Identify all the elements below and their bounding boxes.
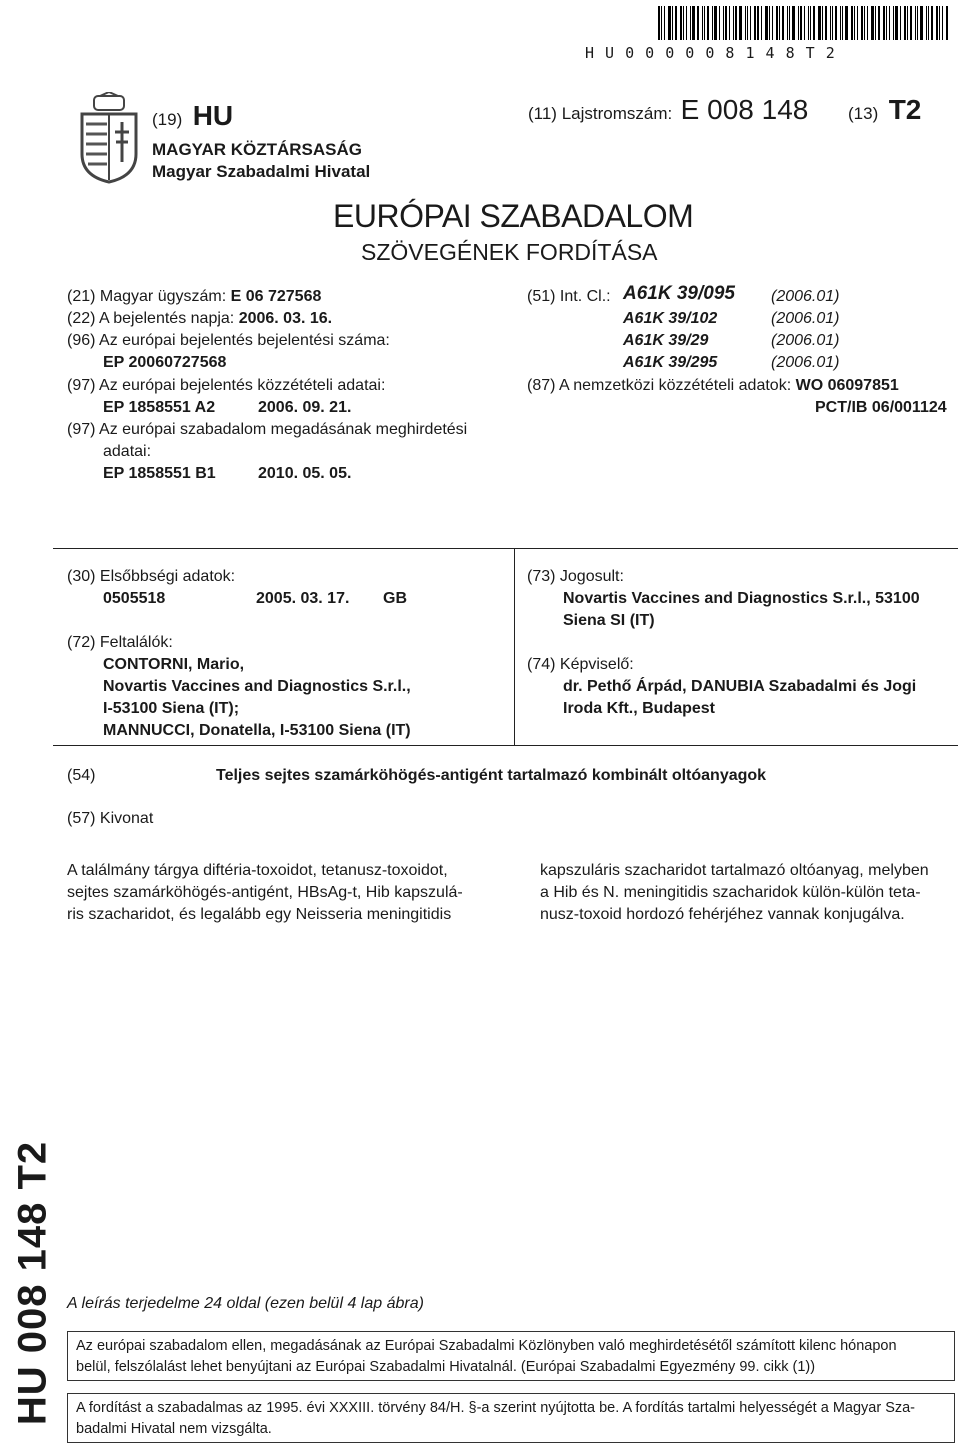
- barcode-bar: [904, 6, 906, 40]
- barcode-bar: [900, 6, 901, 40]
- inventor-line: CONTORNI, Mario,: [103, 656, 245, 673]
- barcode-bar: [861, 6, 863, 40]
- barcode-bar: [686, 6, 687, 40]
- barcode-bar: [747, 6, 748, 40]
- abstract-right-line: nusz-toxoid hordozó fehérjéhez vannak konjugálva.: [540, 906, 905, 923]
- barcode-bar: [798, 6, 799, 40]
- abstract-left-line: A találmány tárgya diftéria-toxoidot, tetanusz-toxoidot,: [67, 862, 448, 879]
- field-96-label: (96) Az európai bejelentés bejelentési száma:: [67, 332, 390, 349]
- barcode-bar: [776, 6, 778, 40]
- patent-holder-cont: Siena SI (IT): [563, 612, 655, 629]
- field-72-label: (72) Feltalálók:: [67, 634, 173, 651]
- abstract-right-line: kapszuláris szacharidot tartalmazó oltóanyag, melyben: [540, 862, 929, 879]
- header-country-row: [152, 100, 233, 132]
- barcode-bar: [910, 6, 912, 40]
- barcode-bar: [707, 6, 709, 40]
- barcode-bar: [818, 6, 821, 40]
- int-class-4: A61K 39/295: [623, 354, 718, 371]
- inid-11: (11) Lajstromszám:: [528, 104, 673, 123]
- pages-note: A leírás terjedelme 24 oldal (ezen belül 4 lap ábra): [67, 1295, 424, 1312]
- barcode-bar: [825, 6, 827, 40]
- barcode-bar: [915, 6, 916, 40]
- barcode-bar: [690, 6, 691, 40]
- abstract-label: (57) Kivonat: [67, 810, 154, 827]
- barcode-bar: [692, 6, 695, 40]
- barcode-bar: [750, 6, 751, 40]
- barcode-bar: [878, 6, 880, 40]
- barcode-bar: [822, 6, 823, 40]
- barcode-bar: [800, 6, 802, 40]
- country-code: HU: [192, 100, 234, 131]
- barcode: [658, 6, 953, 44]
- barcode-bar: [754, 6, 756, 40]
- barcode-bar: [725, 6, 727, 40]
- priority-number: 0505518: [103, 590, 166, 607]
- invention-title: Teljes sejtes szamárköhögés-antigént tartalmazó kombinált oltóanyagok: [216, 767, 767, 784]
- barcode-bar: [867, 6, 868, 40]
- translation-notice-box: [67, 1393, 955, 1443]
- barcode-bar: [928, 6, 929, 40]
- barcode-bar: [895, 6, 898, 40]
- barcode-bar: [779, 6, 780, 40]
- barcode-bar: [883, 6, 885, 40]
- field-97a-label: (97) Az európai bejelentés közzétételi adatai:: [67, 377, 386, 394]
- barcode-bar: [664, 6, 665, 40]
- barcode-bar: [769, 6, 770, 40]
- field-73-label: (73) Jogosult:: [527, 568, 624, 585]
- field-87: (87) A nemzetközi közzétételi adatok: WO 06097851: [527, 377, 899, 394]
- field-97b-number: EP 1858551 B1: [103, 465, 216, 482]
- header-register-row: [528, 94, 808, 126]
- barcode-bar: [672, 6, 673, 40]
- field-74-label: (74) Képviselő:: [527, 656, 634, 673]
- priority-country: GB: [383, 590, 407, 607]
- barcode-bars: [658, 6, 953, 40]
- barcode-bar: [782, 6, 784, 40]
- barcode-bar: [658, 6, 660, 40]
- barcode-bar: [907, 6, 908, 40]
- field-21: (21) Magyar ügyszám: E 06 727568: [67, 288, 322, 305]
- barcode-bar: [804, 6, 805, 40]
- document-title: EURÓPAI SZABADALOM: [333, 198, 694, 234]
- opposition-notice-line2: belül, felszólalást lehet benyújtani az Európai Szabadalmi Hivatalnál. (Európai Szabadalmi Egyezmény 99. cikk (1)): [76, 1359, 816, 1375]
- field-97a-number: EP 1858551 A2: [103, 399, 216, 416]
- section-divider-top: [53, 548, 958, 549]
- abstract-left-line: ris szacharidot, és legalább egy Neisseria meningitidis: [67, 906, 452, 923]
- barcode-bar: [719, 6, 720, 40]
- field-97b-label: (97) Az európai szabadalom megadásának meghirdetési: [67, 421, 468, 438]
- abstract-left-line: sejtes szamárköhögés-antigént, HBsAg-t, Hib kapszulá-: [67, 884, 463, 901]
- opposition-notice-line1: Az európai szabadalom ellen, megadásának az Európai Szabadalmi Közlönyben való meghirdetésétől számított kilenc hónapon: [76, 1338, 897, 1354]
- barcode-bar: [772, 6, 773, 40]
- barcode-bar: [830, 6, 831, 40]
- int-class-1: A61K 39/095: [623, 283, 735, 304]
- office-name: Magyar Szabadalmi Hivatal: [152, 162, 371, 181]
- barcode-bar: [680, 6, 682, 40]
- barcode-bar: [792, 6, 795, 40]
- authority-name: MAGYAR KÖZTÁRSASÁG: [152, 140, 362, 159]
- barcode-text: H U 0 0 0 0 0 8 1 4 8 T 2: [585, 44, 836, 62]
- barcode-bar: [889, 6, 890, 40]
- barcode-bar: [936, 6, 938, 40]
- inventor-line: I-53100 Siena (IT);: [103, 700, 240, 717]
- barcode-bar: [789, 6, 790, 40]
- int-class-2-year: (2006.01): [771, 310, 840, 327]
- barcode-bar: [761, 6, 762, 40]
- document-subtitle: SZÖVEGÉNEK FORDÍTÁSA: [361, 239, 658, 265]
- patent-holder: Novartis Vaccines and Diagnostics S.r.l., 53100: [563, 590, 920, 607]
- barcode-bar: [697, 6, 699, 40]
- register-number: E 008 148: [680, 94, 809, 125]
- barcode-bar: [810, 6, 811, 40]
- barcode-bar: [835, 6, 837, 40]
- barcode-bar: [893, 6, 894, 40]
- field-97a-date: 2006. 09. 21.: [258, 399, 352, 416]
- barcode-bar: [926, 6, 927, 40]
- barcode-bar: [939, 6, 940, 40]
- inid-13: (13): [848, 104, 879, 123]
- barcode-bar: [714, 6, 717, 40]
- barcode-bar: [840, 6, 841, 40]
- field-96-value: EP 20060727568: [103, 354, 227, 371]
- barcode-bar: [917, 6, 918, 40]
- field-54-code: (54): [67, 767, 96, 784]
- int-class-1-year: (2006.01): [771, 288, 840, 305]
- side-document-number: HU 008 148 T2: [10, 1140, 55, 1426]
- barcode-bar: [808, 6, 809, 40]
- barcode-bar: [875, 6, 876, 40]
- barcode-bar: [739, 6, 742, 40]
- barcode-bar: [845, 6, 848, 40]
- inventor-line: MANNUCCI, Donatella, I-53100 Siena (IT): [103, 722, 411, 739]
- section-divider-bottom: [53, 745, 958, 746]
- barcode-bar: [842, 6, 843, 40]
- representative: dr. Pethő Árpád, DANUBIA Szabadalmi és Jogi: [563, 678, 917, 695]
- translation-notice-line1: A fordítást a szabadalmas az 1995. évi XXXIII. törvény 84/H. §-a szerint nyújtotta be. A fordítás tartalmi helyességét a Magyar Sza-: [76, 1400, 916, 1416]
- field-97b-label-cont: adatai:: [103, 443, 152, 460]
- barcode-bar: [733, 6, 734, 40]
- inventor-line: Novartis Vaccines and Diagnostics S.r.l.,: [103, 678, 411, 695]
- barcode-bar: [854, 6, 855, 40]
- barcode-bar: [661, 6, 662, 40]
- representative-cont: Iroda Kft., Budapest: [563, 700, 716, 717]
- int-class-3-year: (2006.01): [771, 332, 840, 349]
- int-class-3: A61K 39/29: [623, 332, 709, 349]
- barcode-bar: [668, 6, 671, 40]
- barcode-bar: [712, 6, 713, 40]
- field-87-pct: PCT/IB 06/001124: [815, 399, 947, 416]
- barcode-bar: [864, 6, 865, 40]
- barcode-bar: [886, 6, 887, 40]
- barcode-bar: [871, 6, 874, 40]
- translation-notice-line2: badalmi Hivatal nem vizsgálta.: [76, 1421, 272, 1437]
- barcode-bar: [920, 6, 923, 40]
- barcode-bar: [765, 6, 768, 40]
- inid-19: (19): [152, 110, 183, 129]
- header-kind-row: [848, 94, 921, 126]
- barcode-bar: [813, 6, 815, 40]
- barcode-bar: [735, 6, 737, 40]
- barcode-bar: [857, 6, 858, 40]
- barcode-bar: [723, 6, 724, 40]
- kind-code: T2: [888, 94, 922, 125]
- barcode-bar: [702, 6, 703, 40]
- barcode-bar: [683, 6, 684, 40]
- field-30-label: (30) Elsőbbségi adatok:: [67, 568, 236, 585]
- priority-date: 2005. 03. 17.: [256, 590, 350, 607]
- barcode-bar: [942, 6, 943, 40]
- barcode-bar: [729, 6, 730, 40]
- abstract-right-line: a Hib és N. meningitidis szacharidok külön-külön teta-: [540, 884, 921, 901]
- barcode-bar: [757, 6, 759, 40]
- int-class-4-year: (2006.01): [771, 354, 840, 371]
- barcode-bar: [787, 6, 788, 40]
- barcode-bar: [946, 6, 948, 40]
- barcode-bar: [851, 6, 853, 40]
- barcode-bar: [745, 6, 746, 40]
- field-97b-date: 2010. 05. 05.: [258, 465, 352, 482]
- field-51-label: (51) Int. Cl.:: [527, 288, 611, 305]
- barcode-bar: [675, 6, 677, 40]
- coat-of-arms-emblem: [78, 92, 140, 184]
- section-divider-vertical: [514, 549, 515, 745]
- barcode-bar: [931, 6, 933, 40]
- field-22: (22) A bejelentés napja: 2006. 03. 16.: [67, 310, 333, 327]
- barcode-bar: [832, 6, 833, 40]
- int-class-2: A61K 39/102: [623, 310, 718, 327]
- barcode-bar: [704, 6, 705, 40]
- opposition-notice-box: [67, 1331, 955, 1381]
